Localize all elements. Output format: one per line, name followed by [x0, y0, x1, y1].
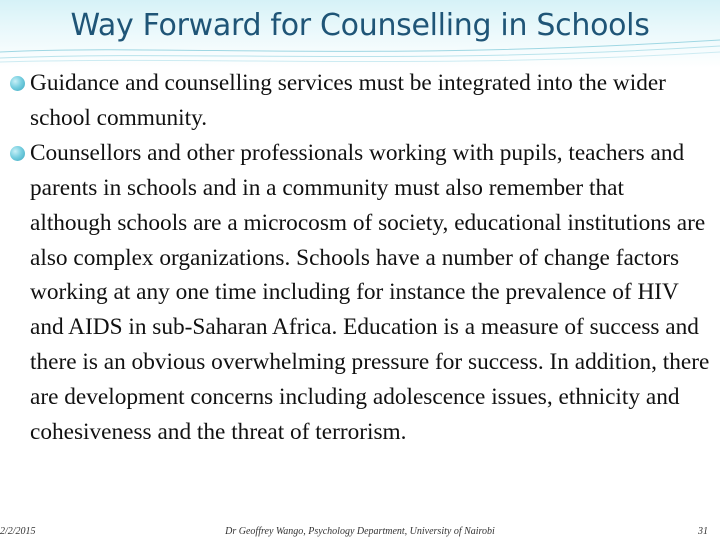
page-number: 31 [698, 526, 708, 537]
slide-title: Way Forward for Counselling in Schools [70, 8, 650, 43]
bullet-item [10, 136, 710, 450]
bullet-icon [10, 76, 25, 91]
bullet-text: Counsellors and other professionals working with pupils, teachers and parents in schools and in a community must also remember that although schools are a microcosm of society, educational institutions are also complex organizations. Schools have a number of change factors working at any one time including for instance the prevalence of HIV and AIDS in sub-Saharan Africa. Education is a measure of success and there is an obvious overwhelming pressure for success. In addition, there are development concerns including adolescence issues, ethnicity and cohesiveness and the threat of terrorism. [30, 139, 710, 446]
bullet-list [10, 66, 710, 450]
bullet-text: Guidance and counselling services must be integrated into the wider school community. [30, 70, 666, 131]
bullet-icon [10, 146, 25, 161]
bullet-item [10, 66, 710, 136]
footer-date: 2/2/2015 [0, 526, 36, 537]
footer-credit: Dr Geoffrey Wango, Psychology Department, University of Nairobi [225, 526, 495, 537]
